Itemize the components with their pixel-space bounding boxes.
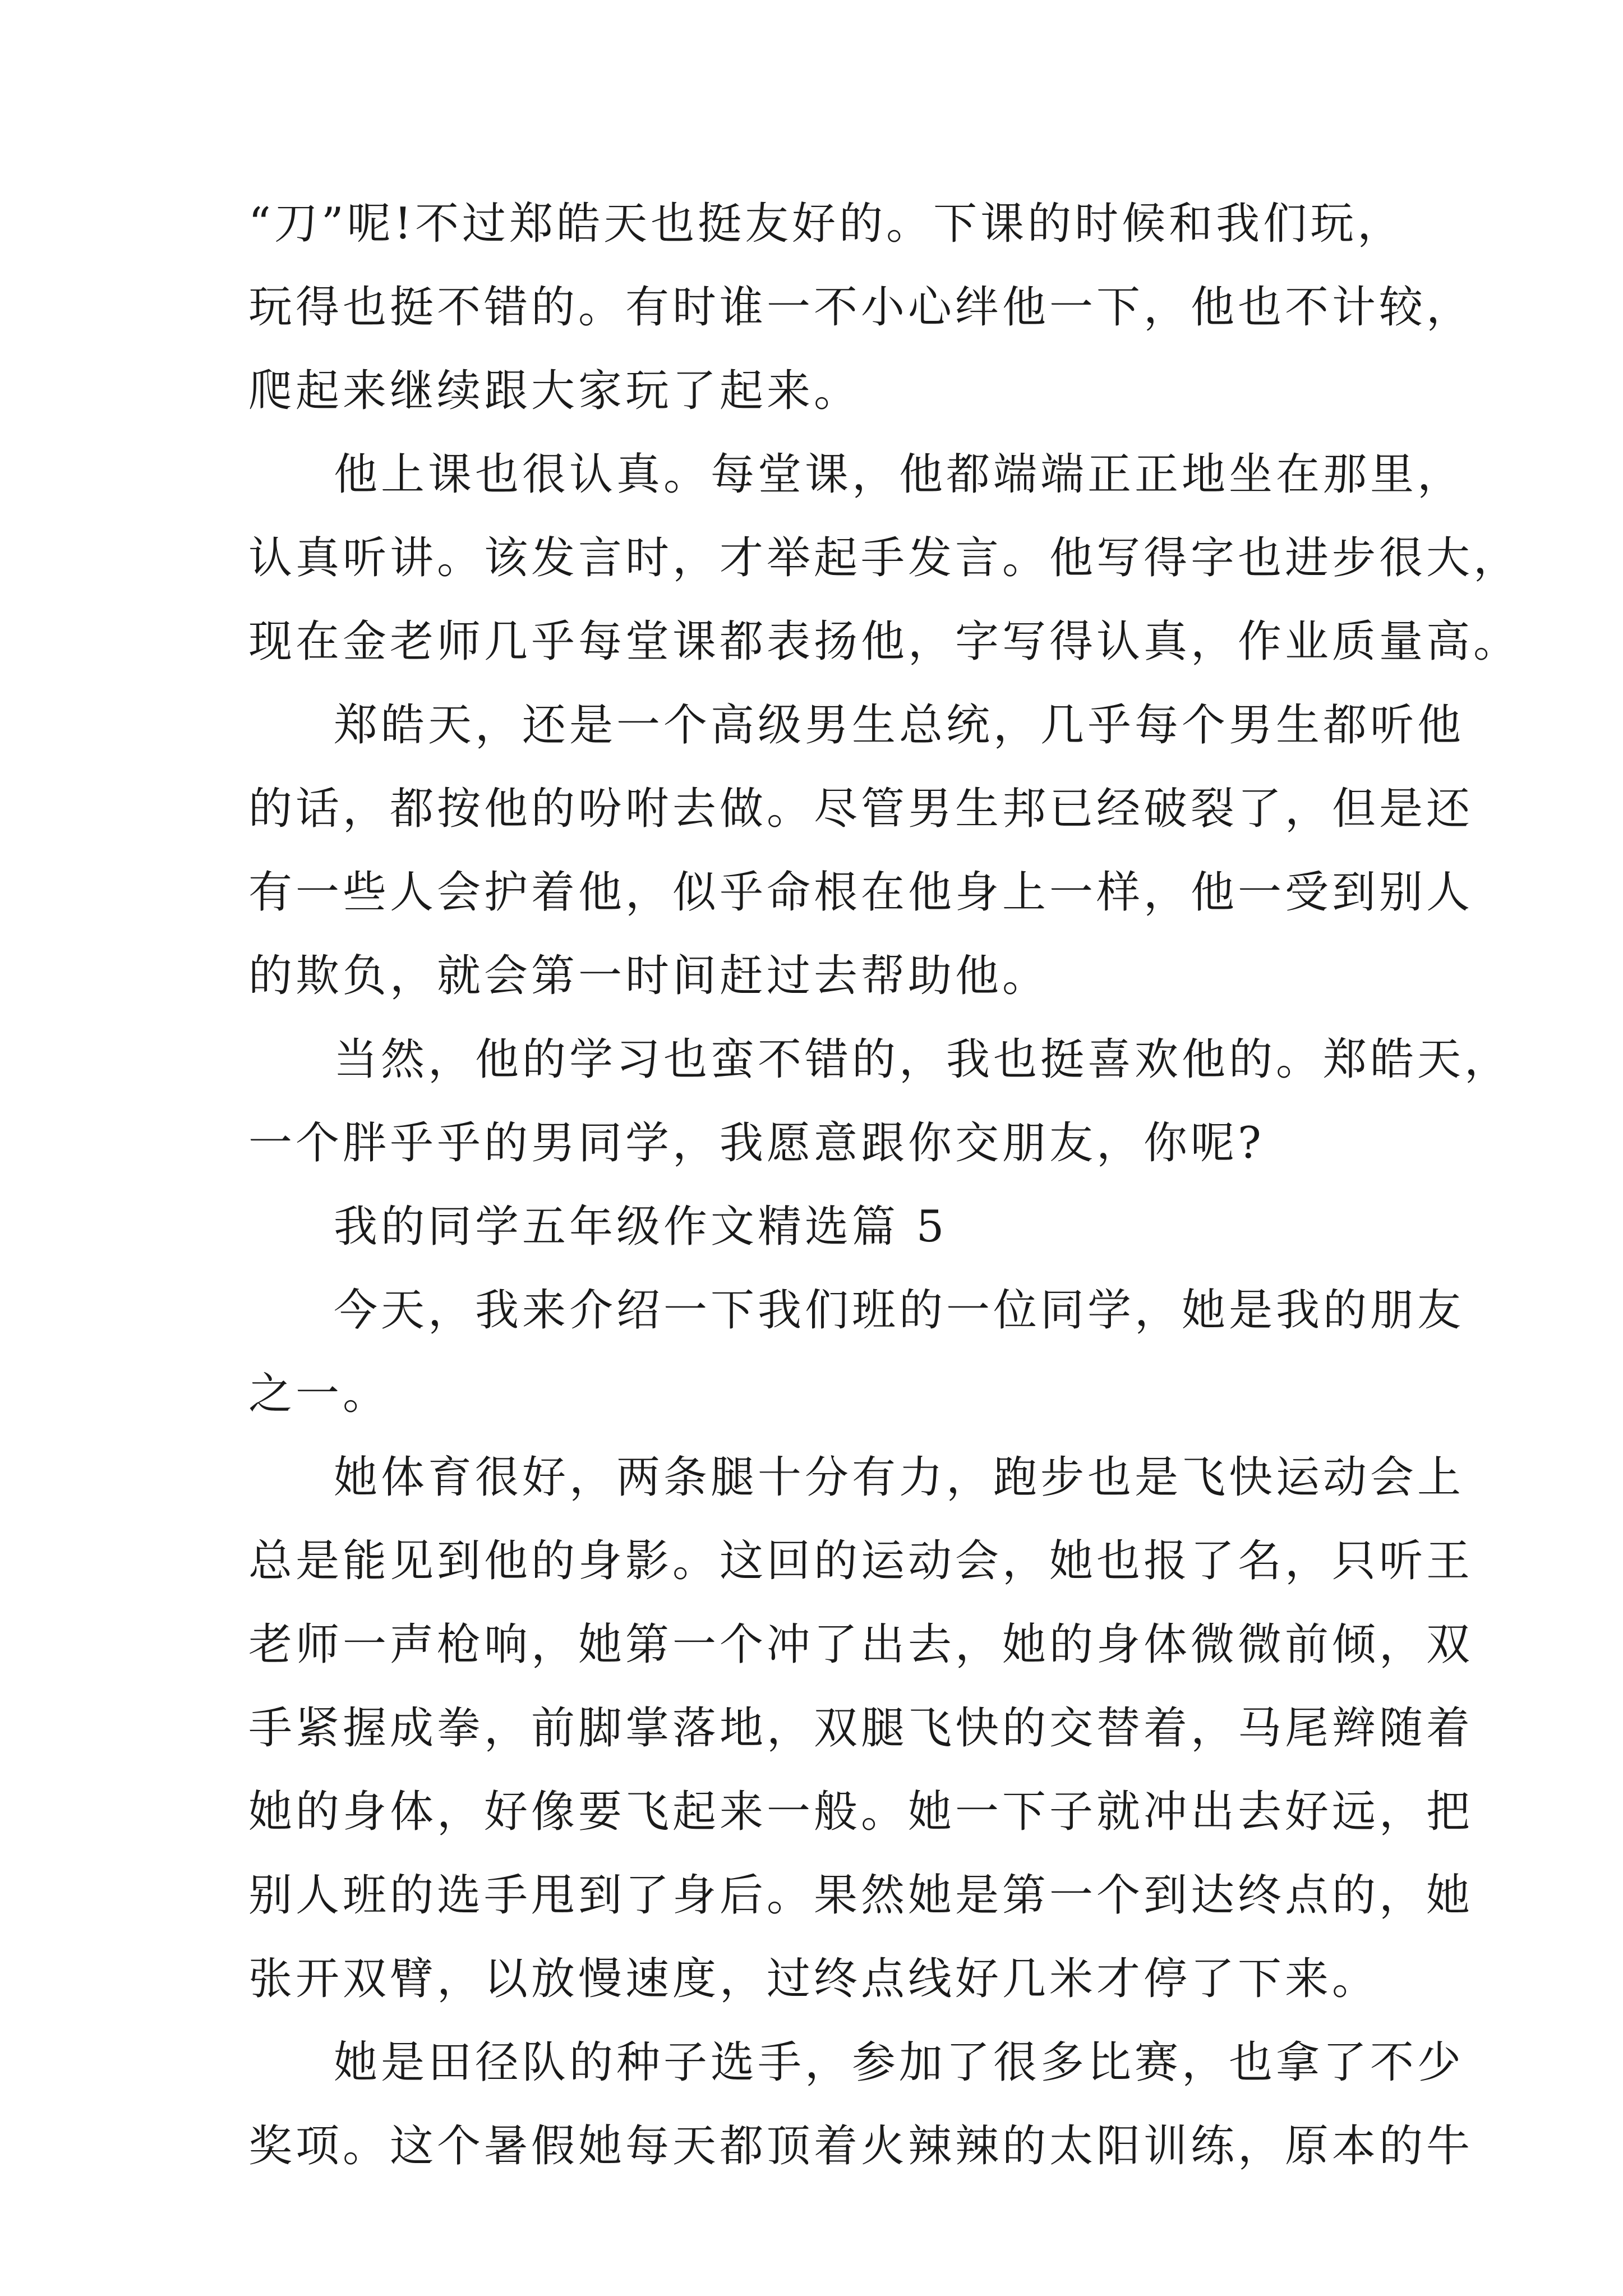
paragraph <box>248 1269 1465 1436</box>
heading-line: 我的同学五年级作文精选篇 5 <box>334 1202 948 1252</box>
paragraph <box>248 1436 1474 2021</box>
text-line: 她是田径队的种子选手，参加了很多比赛，也拿了不少 <box>334 2037 1465 2088</box>
text-line: 的欺负，就会第一时间赶过去帮助他。 <box>248 951 1050 1001</box>
text-line: 郑皓天，还是一个高级男生总统，几乎每个男生都听他 <box>334 700 1465 751</box>
text-line: 老师一声枪响，她第一个冲了出去，她的身体微微前倾，双 <box>248 1619 1474 1670</box>
paragraph <box>248 433 1521 684</box>
text-line: 有一些人会护着他，似乎命根在他身上一样，他一受到别人 <box>248 867 1474 918</box>
text-line: 认真听讲。该发言时，才举起手发言。他写得字也进步很大， <box>248 533 1521 583</box>
text-line: 之一。 <box>248 1369 390 1419</box>
text-line: 的话，都按他的吩咐去做。尽管男生邦已经破裂了，但是还 <box>248 784 1474 834</box>
text-line: 张开双臂，以放慢速度，过终点线好几米才停了下来。 <box>248 1954 1380 2004</box>
text-line: 手紧握成拳，前脚掌落地，双腿飞快的交替着，马尾辫随着 <box>248 1703 1474 1754</box>
paragraph <box>248 684 1474 1018</box>
text-line: 今天，我来介绍一下我们班的一位同学，她是我的朋友 <box>334 1285 1465 1336</box>
paragraph <box>248 182 1474 433</box>
text-line: 总是能见到他的身影。这回的运动会，她也报了名，只听王 <box>248 1536 1474 1586</box>
text-line: 玩得也挺不错的。有时谁一不小心绊他一下，他也不计较， <box>248 282 1474 333</box>
text-line: 爬起来继续跟大家玩了起来。 <box>248 366 861 416</box>
text-line: 奖项。这个暑假她每天都顶着火辣辣的太阳训练，原本的牛 <box>248 2121 1474 2171</box>
text-line: 别人班的选手甩到了身后。果然她是第一个到达终点的，她 <box>248 1870 1474 1921</box>
text-line: 当然，他的学习也蛮不错的，我也挺喜欢他的。郑皓天， <box>334 1034 1512 1085</box>
section-heading <box>248 1185 1393 1269</box>
text-line: 现在金老师几乎每堂课都表扬他，字写得认真，作业质量高。 <box>248 616 1521 667</box>
text-line: 他上课也很认真。每堂课，他都端端正正地坐在那里， <box>334 449 1465 500</box>
text-line: 她的身体，好像要飞起来一般。她一下子就冲出去好远，把 <box>248 1787 1474 1837</box>
text-line: 一个胖乎乎的男同学，我愿意跟你交朋友，你呢? <box>248 1118 1265 1168</box>
paragraph <box>248 2021 1474 2188</box>
text-line: 她体育很好，两条腿十分有力，跑步也是飞快运动会上 <box>334 1452 1465 1503</box>
paragraph <box>248 1018 1512 1185</box>
document-body <box>248 182 1521 2188</box>
text-line: “刀”呢!不过郑皓天也挺友好的。下课的时候和我们玩， <box>248 199 1405 249</box>
